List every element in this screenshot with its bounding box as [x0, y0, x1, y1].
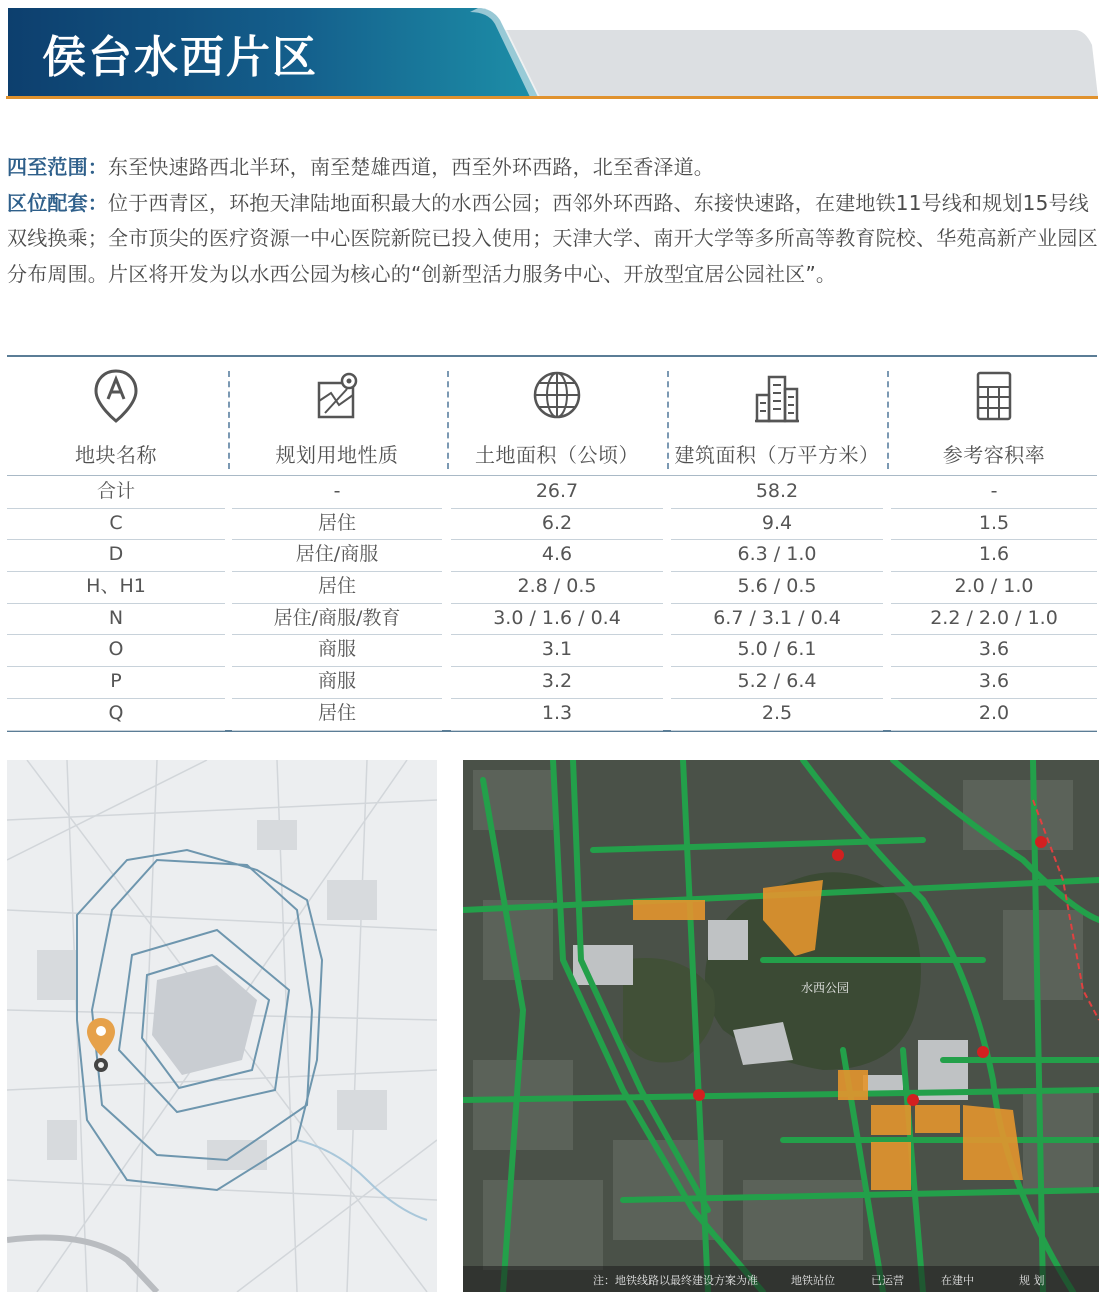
- table-cell: 居住: [232, 508, 442, 541]
- boundary-text: 东至快速路西北半环，南至楚雄西道，西至外环西路，北至香泽道。: [108, 155, 714, 179]
- table-cell: 3.0 / 1.6 / 0.4: [451, 603, 663, 636]
- plot-o: [871, 1105, 911, 1135]
- globe-icon: [531, 367, 583, 427]
- table-row: [7, 698, 1097, 730]
- plot-table: [7, 355, 1097, 732]
- table-total-row: [7, 476, 1097, 508]
- column-divider: [667, 371, 669, 469]
- table-cell: 2.5: [671, 698, 883, 731]
- col-header-label: 地块名称: [75, 443, 157, 467]
- table-cell: 1.5: [891, 508, 1097, 541]
- table-cell: 9.4: [671, 508, 883, 541]
- table-header: [7, 357, 1097, 476]
- buildings-icon: [751, 367, 803, 427]
- table-cell: 3.6: [891, 634, 1097, 667]
- plot-h: [838, 1070, 868, 1100]
- table-cell: 4.6: [451, 539, 663, 572]
- column-divider: [228, 371, 230, 469]
- legend-planned: 规 划: [1019, 1274, 1045, 1287]
- column-divider: [447, 371, 449, 469]
- table-cell: D: [7, 539, 225, 572]
- table-cell: N: [7, 603, 225, 636]
- table-row: [7, 539, 1097, 571]
- map-legend: [463, 1266, 1099, 1292]
- col-header-far: [891, 357, 1097, 475]
- table-cell: P: [7, 666, 225, 699]
- table-cell: 5.6 / 0.5: [671, 571, 883, 604]
- table-cell: 居住/商服/教育: [232, 603, 442, 636]
- col-header-label: 参考容积率: [942, 443, 1046, 467]
- table-cell: 商服: [232, 666, 442, 699]
- header-banner: [0, 0, 1106, 100]
- location-map-graphic: [7, 760, 437, 1292]
- table-cell: 5.2 / 6.4: [671, 666, 883, 699]
- col-header-land-area: [451, 357, 663, 475]
- table-row: [7, 603, 1097, 635]
- col-header-label: 土地面积（公顷）: [475, 443, 639, 467]
- legend-under-construction: 在建中: [941, 1274, 974, 1287]
- legend-note: 注：地铁线路以最终建设方案为准: [593, 1274, 758, 1287]
- location-paragraph: [7, 186, 1101, 293]
- table-cell: 26.7: [451, 476, 663, 509]
- table-cell: C: [7, 508, 225, 541]
- park-label: 水西公园: [801, 981, 850, 995]
- table-row: [7, 634, 1097, 666]
- map-pin-letter-a-icon: [90, 367, 142, 427]
- table-cell: Q: [7, 698, 225, 731]
- site-plan-map: [463, 760, 1099, 1292]
- table-cell: 3.2: [451, 666, 663, 699]
- table-row: [7, 571, 1097, 603]
- table-cell: 2.0 / 1.0: [891, 571, 1097, 604]
- table-cell: 居住/商服: [232, 539, 442, 572]
- location-map: [7, 760, 437, 1292]
- table-cell: 3.1: [451, 634, 663, 667]
- table-cell: H、H1: [7, 571, 225, 604]
- table-cell: 居住: [232, 571, 442, 604]
- satellite-map-graphic: [463, 760, 1099, 1292]
- table-row: [7, 508, 1097, 540]
- table-cell: 3.6: [891, 666, 1097, 699]
- location-text: 位于西青区，环抱天津陆地面积最大的水西公园；西邻外环西路、东接快速路，在建地铁11号线和规划15号线双线换乘；全市顶尖的医疗资源一中心医院新院已投入使用；天津大学、南开大学等多所高等教育院校、华苑高新产业园区分布周围。片区将开发为以水西公园为核心的“创新型活力服务中心、开放型宜居公园社区”。: [7, 190, 1098, 286]
- col-header-plot-name: [7, 357, 225, 475]
- boundary-label: 四至范围：: [7, 155, 108, 179]
- table-cell: -: [232, 476, 442, 509]
- table-cell: -: [891, 476, 1097, 509]
- col-header-floor-area: [671, 357, 883, 475]
- page-title: 侯台水西片区: [42, 32, 318, 83]
- table-cell: 5.0 / 6.1: [671, 634, 883, 667]
- table-cell: 6.3 / 1.0: [671, 539, 883, 572]
- table-cell: 1.3: [451, 698, 663, 731]
- location-label: 区位配套：: [7, 190, 108, 215]
- grid-ratio-icon: [968, 367, 1020, 427]
- table-cell: O: [7, 634, 225, 667]
- column-divider: [887, 371, 889, 469]
- land-plan-map-icon: [311, 367, 363, 427]
- plot-q: [871, 1142, 911, 1190]
- table-row: [7, 666, 1097, 698]
- table-cell: 6.7 / 3.1 / 0.4: [671, 603, 883, 636]
- legend-operating: 已运营: [871, 1274, 904, 1287]
- table-cell: 合计: [7, 476, 225, 509]
- table-cell: 2.8 / 0.5: [451, 571, 663, 604]
- plot-p: [915, 1105, 960, 1133]
- description: [7, 150, 1101, 292]
- legend-metro-station: 地铁站位: [791, 1274, 835, 1287]
- table-cell: 58.2: [671, 476, 883, 509]
- plot-d: [633, 900, 705, 920]
- table-cell: 居住: [232, 698, 442, 731]
- col-header-land-use: [232, 357, 442, 475]
- col-header-label: 规划用地性质: [275, 443, 399, 467]
- col-header-label: 建筑面积（万平方米）: [674, 443, 880, 467]
- table-cell: 2.2 / 2.0 / 1.0: [891, 603, 1097, 636]
- table-cell: 1.6: [891, 539, 1097, 572]
- table-cell: 商服: [232, 634, 442, 667]
- table-body: [7, 476, 1097, 730]
- table-cell: 2.0: [891, 698, 1097, 731]
- table-cell: 6.2: [451, 508, 663, 541]
- boundary-paragraph: [7, 150, 1101, 186]
